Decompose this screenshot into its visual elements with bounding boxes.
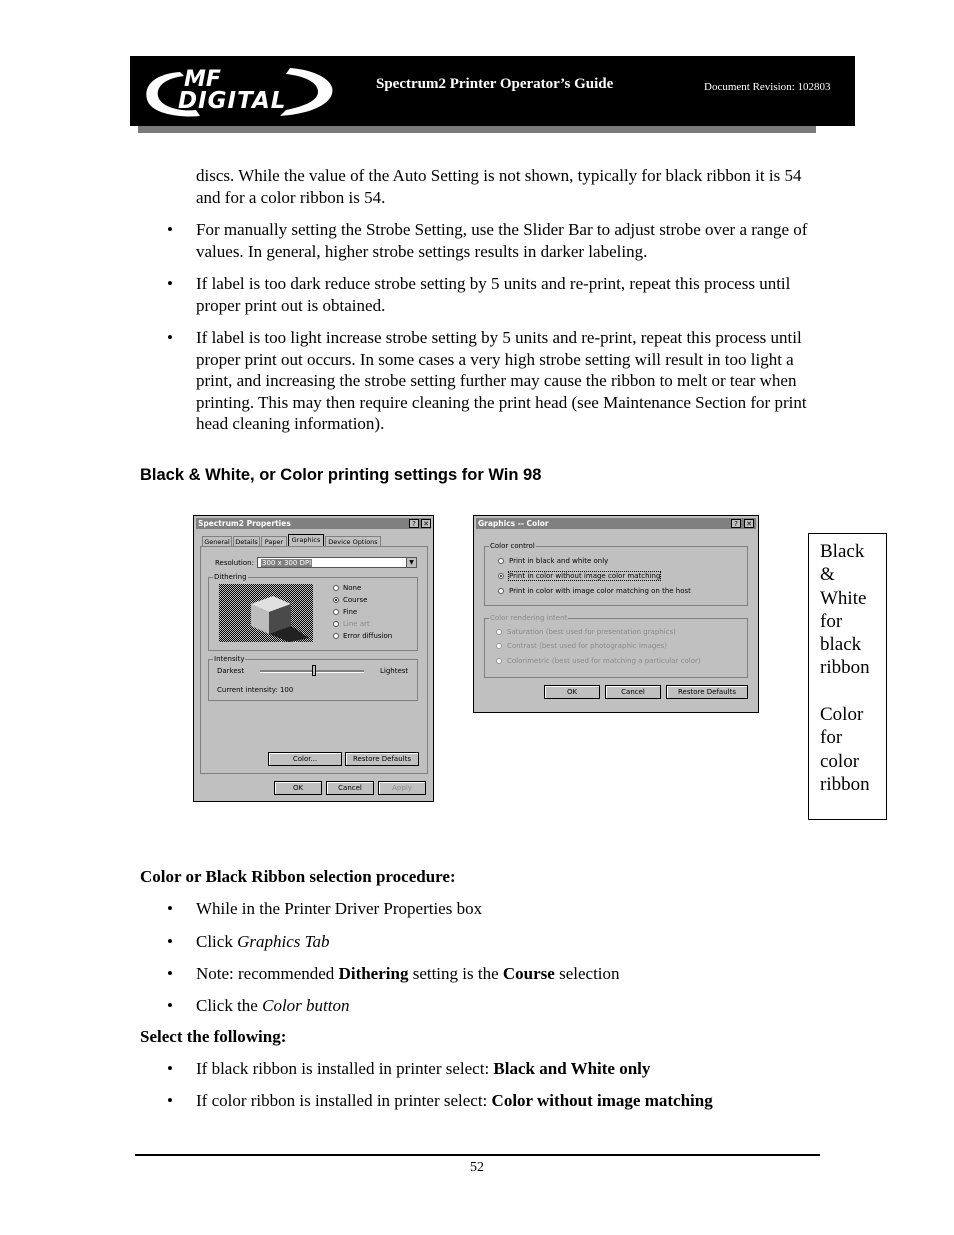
procedure-step-graphics-tab: Click Graphics Tab xyxy=(196,932,330,951)
current-intensity: Current intensity: 100 xyxy=(217,686,294,694)
section-heading: Black & White, or Color printing settings for Win 98 xyxy=(140,466,542,484)
bullet-dot: • xyxy=(167,899,173,918)
bullet-dot: • xyxy=(167,1059,173,1078)
bullet-dot: • xyxy=(167,274,173,293)
dialog-titlebar: Graphics -- Color xyxy=(476,518,756,529)
radio-color-with-matching[interactable] xyxy=(498,588,504,594)
bullet-dot: • xyxy=(167,220,173,239)
close-button[interactable]: ✕ xyxy=(744,519,754,528)
page-number: 52 xyxy=(470,1160,484,1175)
color-option-label: Print in color with image color matching on the host xyxy=(509,587,691,595)
bullet-strobe-manual: For manually setting the Strobe Setting, use the Slider Bar to adjust strobe over a range of values. In general, higher strobe settings results in darker labeling. xyxy=(196,220,808,261)
close-button[interactable]: ✕ xyxy=(421,519,431,528)
footer-rule xyxy=(135,1154,820,1156)
bullet-dot: • xyxy=(167,328,173,347)
restore-defaults-button[interactable]: Restore Defaults xyxy=(666,685,748,699)
resolution-label: Resolution: xyxy=(215,559,254,567)
mf-digital-logo xyxy=(140,58,336,124)
radio-saturation[interactable] xyxy=(496,629,502,635)
bullet-dot: • xyxy=(167,1091,173,1110)
svg-text:MF: MF xyxy=(184,67,221,92)
cancel-button[interactable]: Cancel xyxy=(605,685,661,699)
radio-dither-line-art[interactable] xyxy=(333,621,339,627)
intro-continuation: discs. While the value of the Auto Setting is not shown, typically for black ribbon it is 54 and for a color ribbon is 54. xyxy=(196,166,802,207)
tab-graphics[interactable]: Graphics xyxy=(288,534,324,546)
radio-dither-error-diffusion[interactable] xyxy=(333,633,339,639)
bullet-dot: • xyxy=(167,932,173,951)
slider-thumb[interactable] xyxy=(312,665,316,676)
lightest-label: Lightest xyxy=(380,667,409,675)
radio-dither-none[interactable] xyxy=(333,585,339,591)
radio-colorimetric[interactable] xyxy=(496,658,502,664)
radio-contrast[interactable] xyxy=(496,643,502,649)
cancel-button[interactable]: Cancel xyxy=(326,781,374,795)
rendering-option-label: Saturation (best used for presentation graphics) xyxy=(507,628,676,636)
svg-text:DIGITAL: DIGITAL xyxy=(178,88,287,114)
select-black-ribbon: If black ribbon is installed in printer select: Black and White only xyxy=(196,1059,651,1078)
tab-paper[interactable]: Paper xyxy=(261,536,287,546)
radio-dither-course[interactable] xyxy=(333,597,339,603)
resolution-select[interactable]: 300 x 300 DPI ▼ xyxy=(257,557,417,568)
color-control-label: Color control xyxy=(490,542,535,550)
dither-option-label: None xyxy=(343,584,362,592)
ok-button[interactable]: OK xyxy=(544,685,600,699)
rendering-option-label: Contrast (best used for photographic images) xyxy=(507,642,668,650)
radio-black-white-only[interactable] xyxy=(498,558,504,564)
bullet-too-dark: If label is too dark reduce strobe setting by 5 units and re-print, repeat this process until proper print out is obtained. xyxy=(196,274,791,315)
select-heading: Select the following: xyxy=(140,1027,287,1046)
restore-defaults-button[interactable]: Restore Defaults xyxy=(345,752,419,766)
graphics-color-dialog xyxy=(473,515,759,713)
chevron-down-icon[interactable]: ▼ xyxy=(406,558,416,567)
dither-option-label: Line art xyxy=(343,620,370,628)
radio-color-without-matching[interactable] xyxy=(498,573,504,579)
guide-title: Spectrum2 Printer Operator’s Guide xyxy=(376,76,614,92)
bullet-dot: • xyxy=(167,996,173,1015)
procedure-step-dithering: Note: recommended Dithering setting is the Course selection xyxy=(196,964,620,983)
ok-button[interactable]: OK xyxy=(274,781,322,795)
dither-option-label: Fine xyxy=(343,608,358,616)
rendering-intent-label: Color rendering intent xyxy=(490,614,568,622)
color-button[interactable]: Color... xyxy=(268,752,342,766)
document-revision: Document Revision: 102803 xyxy=(704,81,831,93)
bullet-too-light: If label is too light increase strobe setting by 5 units and re-print, repeat this process until proper print out occurs. In some cases a very high strobe setting will result in too light a print, and increasing the strobe setting further may cause the ribbon to melt or tear when printing. This may then require cleaning the print head (see Maintenance Section for print head cleaning information). xyxy=(196,328,807,433)
dialog-titlebar: Spectrum2 Properties xyxy=(196,518,431,529)
tab-device-options[interactable]: Device Options xyxy=(325,536,381,546)
radio-dither-fine[interactable] xyxy=(333,609,339,615)
darkest-label: Darkest xyxy=(217,667,245,675)
apply-button[interactable]: Apply xyxy=(378,781,426,795)
tab-general[interactable]: General xyxy=(202,536,232,546)
tab-details[interactable]: Details xyxy=(233,536,260,546)
procedure-step-properties: While in the Printer Driver Properties box xyxy=(196,899,483,918)
bullet-dot: • xyxy=(167,964,173,983)
procedure-heading: Color or Black Ribbon selection procedure: xyxy=(140,867,456,886)
intensity-label: Intensity xyxy=(214,655,245,663)
color-option-label: Print in color without image color matching xyxy=(509,572,661,580)
dither-option-label: Course xyxy=(343,596,368,604)
color-option-label: Print in black and white only xyxy=(509,557,609,565)
dithering-label: Dithering xyxy=(214,573,247,581)
dithering-preview-image xyxy=(219,584,313,642)
rendering-option-label: Colorimetric (best used for matching a particular color) xyxy=(507,657,701,665)
properties-dialog xyxy=(193,515,434,802)
dither-option-label: Error diffusion xyxy=(343,632,393,640)
help-button[interactable]: ? xyxy=(409,519,419,528)
help-button[interactable]: ? xyxy=(731,519,741,528)
select-color-ribbon: If color ribbon is installed in printer select: Color without image matching xyxy=(196,1091,713,1110)
procedure-step-color-button: Click the Color button xyxy=(196,996,350,1015)
ribbon-note-text: Black & White for black ribbon Color for color ribbon xyxy=(820,541,870,795)
